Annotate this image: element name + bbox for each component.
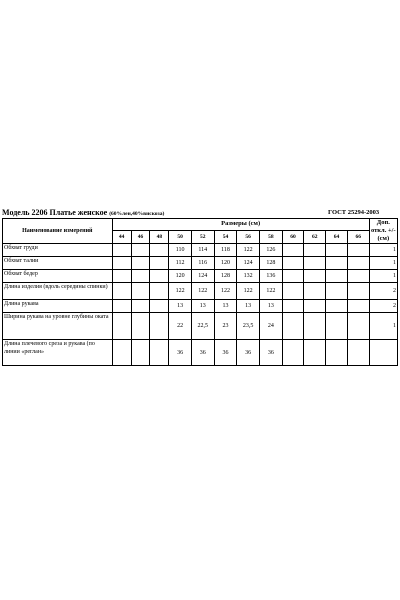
measurement-value [304,313,326,340]
measurement-value [304,283,326,300]
measurement-value [112,313,131,340]
measurement-value [131,340,150,366]
measurement-name: Обхват бедер [3,270,113,283]
model-name: Модель 2206 Платье женское [2,208,108,217]
table-row [3,300,398,313]
measurement-value: 23,5 [237,313,260,340]
measurement-value [347,313,369,340]
measurement-value [326,300,348,313]
measurement-value: 13 [191,300,214,313]
size-column-header: 60 [282,230,304,243]
sizes-header: Размеры (см) [112,219,369,231]
size-column-header: 54 [214,230,237,243]
table-row [3,257,398,270]
measurement-value: 116 [191,257,214,270]
measurement-value [112,244,131,257]
measurement-value: 136 [259,270,282,283]
measurement-value [282,340,304,366]
measurement-value [131,244,150,257]
measurement-value [282,270,304,283]
measurements-table [2,218,398,366]
measurement-value: 13 [259,300,282,313]
tolerance-header: Доп. откл. +/- (см) [370,219,396,242]
measurement-value [150,257,169,270]
measurement-value: 124 [237,257,260,270]
table-row [3,244,398,257]
measurement-value: 126 [259,244,282,257]
measurement-value: 36 [169,340,192,366]
measurement-value [347,300,369,313]
measurement-value [326,340,348,366]
measurement-value [304,300,326,313]
measurement-value: 22,5 [191,313,214,340]
measurement-value [347,340,369,366]
measurement-value [347,257,369,270]
measurement-value: 122 [214,283,237,300]
measurement-value: 36 [214,340,237,366]
measurement-value: 13 [214,300,237,313]
measurement-value [150,313,169,340]
measurement-value: 114 [191,244,214,257]
measurement-value [150,244,169,257]
measurement-value: 132 [237,270,260,283]
measurement-value: 122 [191,283,214,300]
measurement-value [326,313,348,340]
measurement-value [150,270,169,283]
measurement-name: Длина изделия (вдоль середины спинки) [3,283,113,300]
table-row [3,313,398,340]
measurement-name-header: Наименование измерений [3,219,113,244]
measurement-value: 118 [214,244,237,257]
size-column-header: 58 [259,230,282,243]
measurement-value: 128 [259,257,282,270]
measurement-value [131,283,150,300]
measurement-value: 112 [169,257,192,270]
measurement-value: 124 [191,270,214,283]
size-column-header: 50 [169,230,192,243]
model-title [2,208,164,217]
size-column-header: 64 [326,230,348,243]
tolerance-value [369,340,397,366]
measurement-value [326,283,348,300]
measurement-name: Длина рукава [3,300,113,313]
tolerance-value: 1 [369,270,397,283]
measurement-name: Длина плечевого среза и рукава (по линии «реглан» [3,340,113,366]
measurement-value [112,340,131,366]
measurement-value [112,270,131,283]
size-column-header: 48 [150,230,169,243]
measurement-value: 122 [259,283,282,300]
measurement-name: Ширина рукава на уровне глубины оката [3,313,113,340]
measurement-value: 24 [259,313,282,340]
measurement-value: 122 [169,283,192,300]
tolerance-value: 1 [369,313,397,340]
measurement-value [282,244,304,257]
table-row [3,283,398,300]
measurement-value [326,257,348,270]
measurement-value [304,244,326,257]
tolerance-value: 1 [369,257,397,270]
measurement-value [282,300,304,313]
measurement-value [282,283,304,300]
measurement-value [131,300,150,313]
gost-standard: ГОСТ 25294-2003 [328,209,380,216]
measurement-value [347,270,369,283]
measurement-value: 23 [214,313,237,340]
measurement-value [112,300,131,313]
size-column-header: 44 [112,230,131,243]
table-row [3,340,398,366]
tolerance-value: 2 [369,300,397,313]
measurement-value [326,270,348,283]
measurement-name: Обхват талии [3,257,113,270]
measurement-value: 110 [169,244,192,257]
measurement-value [112,257,131,270]
measurement-value: 13 [169,300,192,313]
measurement-value [131,313,150,340]
measurement-value: 36 [237,340,260,366]
measurement-value: 122 [237,244,260,257]
size-column-header: 46 [131,230,150,243]
measurement-value: 36 [191,340,214,366]
measurement-value: 122 [237,283,260,300]
measurement-value [131,257,150,270]
measurement-value [347,283,369,300]
measurement-value: 128 [214,270,237,283]
measurement-value [112,283,131,300]
measurement-value [326,244,348,257]
table-row [3,270,398,283]
measurement-value [282,257,304,270]
measurement-value: 22 [169,313,192,340]
measurement-value [282,313,304,340]
measurement-value [347,244,369,257]
measurement-value [150,340,169,366]
fabric-composition: (60%лен,40%вискоза) [109,211,165,217]
measurement-value: 13 [237,300,260,313]
measurement-value [150,300,169,313]
measurement-value [150,283,169,300]
tolerance-value: 1 [369,244,397,257]
size-column-header: 66 [347,230,369,243]
tolerance-value: 2 [369,283,397,300]
measurement-value [304,257,326,270]
size-column-header: 56 [237,230,260,243]
measurement-value [131,270,150,283]
measurement-value: 120 [214,257,237,270]
measurement-value [304,270,326,283]
size-column-header: 52 [191,230,214,243]
measurement-value: 120 [169,270,192,283]
size-column-header: 62 [304,230,326,243]
measurement-name: Обхват груди [3,244,113,257]
measurement-value: 36 [259,340,282,366]
measurement-value [304,340,326,366]
